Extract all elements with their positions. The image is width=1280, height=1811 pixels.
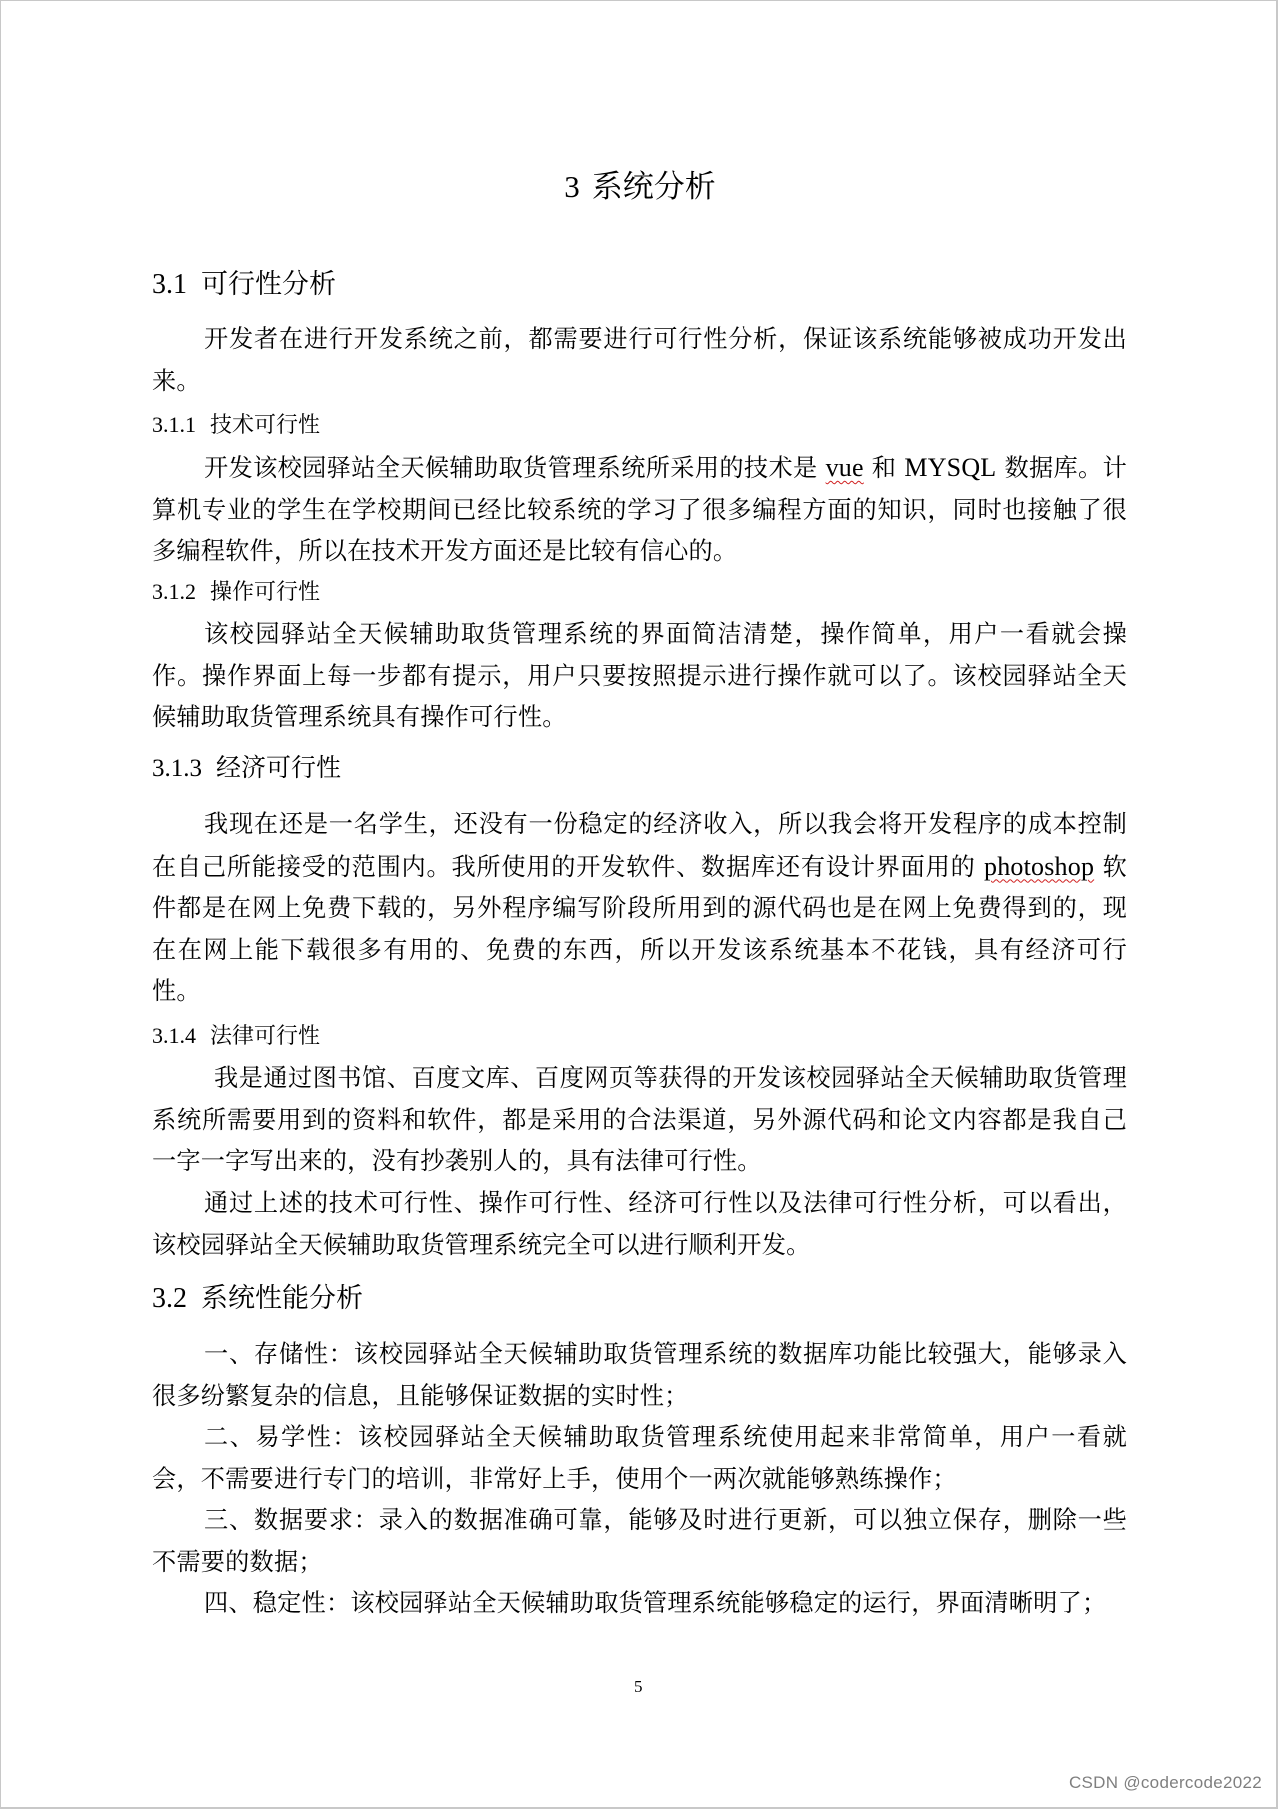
performance-item-learnability: 二、易学性：该校园驿站全天候辅助取货管理系统使用起来非常简单，用户一看就会，不需要进行专门的培训，非常好上手，使用个一两次就能够熟练操作； — [152, 1423, 1127, 1493]
subsection-number: 3.1.3 — [152, 755, 202, 782]
technical-feasibility-paragraph — [152, 447, 1127, 573]
chapter-number: 3 — [564, 169, 580, 204]
performance-item-data-requirements: 三、数据要求：录入的数据准确可靠，能够及时进行更新，可以独立保存，删除一些不需要的数据； — [152, 1506, 1127, 1576]
subsection-heading-3-1-1 — [152, 410, 320, 441]
section-intro-paragraph: 开发者在进行开发系统之前，都需要进行可行性分析，保证该系统能够被成功开发出来。 — [152, 325, 1127, 395]
legal-feasibility-paragraph: 我是通过图书馆、百度文库、百度网页等获得的开发该校园驿站全天候辅助取货管理系统所需要用到的资料和软件，都是采用的合法渠道，另外源代码和论文内容都是我自己一字一字写出来的，没有抄袭别人的，具有法律可行性。 — [152, 1064, 1127, 1175]
spellcheck-term-vue: vue — [825, 453, 864, 482]
operational-feasibility-paragraph: 该校园驿站全天候辅助取货管理系统的界面简洁清楚，操作简单，用户一看就会操作。操作界面上每一步都有提示，用户只要按照提示进行操作就可以了。该校园驿站全天候辅助取货管理系统具有操作可行性。 — [152, 620, 1127, 731]
section-heading-3-2 — [152, 1281, 363, 1317]
section-number: 3.1 — [152, 269, 187, 300]
section-title: 可行性分析 — [201, 269, 336, 300]
subsection-number: 3.1.4 — [152, 1023, 196, 1048]
subsection-heading-3-1-2 — [152, 577, 320, 608]
paragraph-text: 软件都是在网上免费下载的，另外程序编写阶段所用到的源代码也是在网上免费得到的，现在在网上能下载很多有用的、免费的东西，所以开发该系统基本不花钱，具有经济可行性。 — [152, 852, 1128, 1005]
page-number: 5 — [634, 1677, 643, 1696]
economic-feasibility-paragraph — [152, 804, 1127, 1013]
subsection-heading-3-1-4 — [152, 1021, 320, 1052]
subsection-title: 技术可行性 — [210, 413, 321, 438]
subsection-number: 3.1.2 — [152, 579, 196, 604]
section-number: 3.2 — [152, 1283, 187, 1314]
paragraph-text: 数据库。计算机专业的学生在学校期间已经比较系统的学习了很多编程方面的知识，同时也接触了很多编程软件，所以在技术开发方面还是比较有信心的。 — [152, 454, 1127, 565]
watermark: CSDN @codercode2022 — [1068, 1773, 1262, 1792]
subsection-title: 操作可行性 — [210, 580, 321, 605]
subsection-title: 法律可行性 — [210, 1024, 321, 1049]
subsection-number: 3.1.1 — [152, 412, 196, 437]
performance-item-stability: 四、稳定性：该校园驿站全天候辅助取货管理系统能够稳定的运行，界面清晰明了； — [204, 1589, 1107, 1617]
subsection-heading-3-1-3 — [152, 753, 341, 784]
spellcheck-term-photoshop: photoshop — [984, 851, 1095, 881]
paragraph-text: 我现在还是一名学生，还没有一份稳定的经济收入，所以我会将开发程序的成本控制在自己所能接受的范围内。我所使用的开发软件、数据库还有设计界面用的 — [152, 810, 1127, 881]
section-heading-3-1 — [152, 267, 336, 303]
chapter-title: 系统分析 — [591, 169, 716, 205]
section-title: 系统性能分析 — [201, 1283, 363, 1314]
feasibility-conclusion-paragraph: 通过上述的技术可行性、操作可行性、经济可行性以及法律可行性分析，可以看出，该校园驿站全天候辅助取货管理系统完全可以进行顺利开发。 — [152, 1189, 1127, 1259]
paragraph-text: 和 — [871, 454, 897, 482]
term-mysql: MYSQL — [904, 453, 997, 482]
paragraph-text: 开发该校园驿站全天候辅助取货管理系统所采用的技术是 — [204, 454, 818, 482]
performance-item-storage: 一、存储性：该校园驿站全天候辅助取货管理系统的数据库功能比较强大，能够录入很多纷繁复杂的信息，且能够保证数据的实时性； — [152, 1340, 1127, 1410]
chapter-heading — [1, 167, 1279, 207]
subsection-title: 经济可行性 — [216, 753, 342, 782]
